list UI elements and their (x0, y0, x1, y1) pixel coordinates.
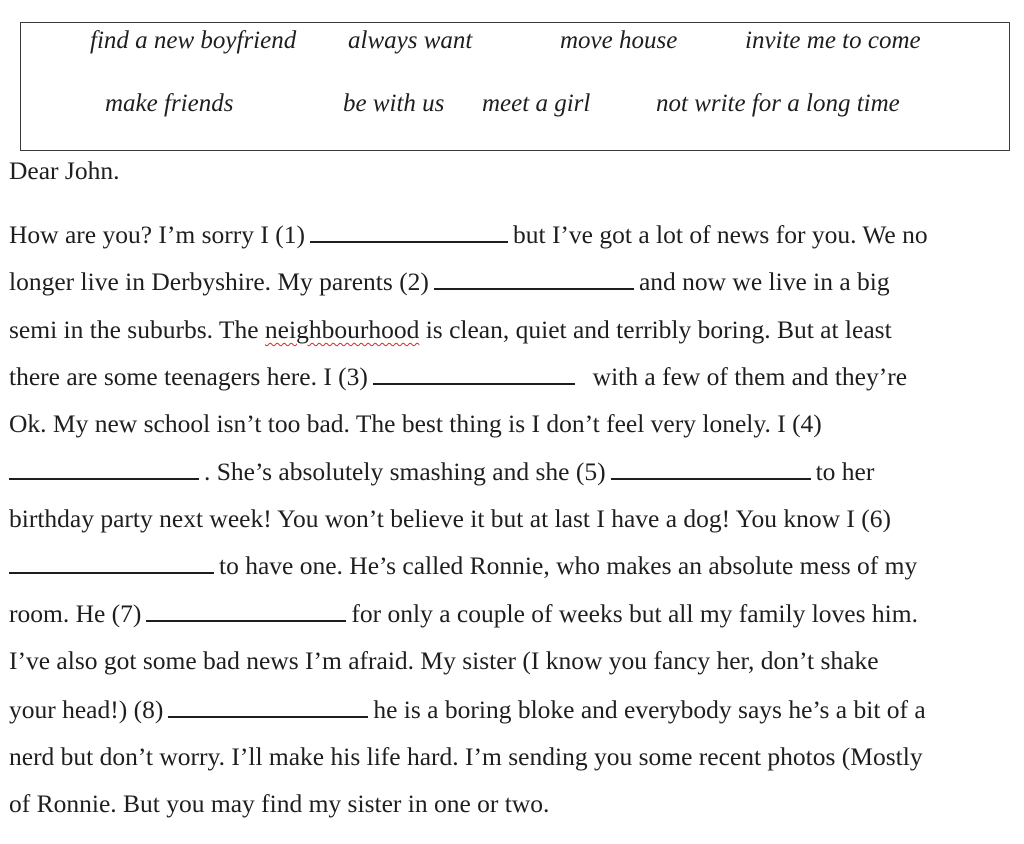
word-bank-item: be with us (343, 90, 445, 117)
blank-1[interactable] (310, 241, 508, 243)
letter-text: for only a couple of weeks but all my family loves him. (351, 599, 918, 628)
blank-3[interactable] (373, 383, 575, 385)
letter-line (9, 269, 890, 295)
word-bank-item: invite me to come (745, 27, 921, 54)
letter-text: to her (815, 457, 875, 486)
letter-text: How are you? I’m sorry I (1) (9, 220, 305, 249)
letter-line (9, 317, 892, 343)
salutation: Dear John. (9, 156, 120, 185)
letter-line (9, 697, 926, 723)
word-bank-item: make friends (105, 90, 234, 117)
letter-line: of Ronnie. But you may find my sister in one or two. (9, 789, 550, 818)
letter-line: I’ve also got some bad news I’m afraid. My sister (I know you fancy her, don’t shake (9, 646, 879, 675)
letter-text: to have one. He’s called Ronnie, who makes an absolute mess of my (219, 551, 918, 580)
letter-text: semi in the suburbs. The (9, 315, 259, 344)
blank-7[interactable] (146, 620, 346, 622)
letter-text: room. He (7) (9, 599, 142, 628)
blank-8[interactable] (168, 716, 368, 718)
letter-text: longer live in Derbyshire. My parents (2) (9, 267, 429, 296)
spell-error-word: neighbourhood (264, 315, 420, 344)
letter-line (9, 364, 907, 390)
blank-2[interactable] (434, 288, 634, 290)
letter-text: he is a boring bloke and everybody says he’s a bit of a (373, 695, 926, 724)
blank-6[interactable] (9, 572, 214, 574)
letter-line (9, 601, 918, 627)
letter-line (9, 553, 917, 579)
word-bank-item: find a new boyfriend (90, 27, 297, 54)
letter-line (9, 459, 874, 485)
blank-5[interactable] (611, 478, 811, 480)
letter-text: with a few of them and they’re (592, 362, 908, 391)
letter-text: is clean, quiet and terribly boring. But at least (425, 315, 892, 344)
word-bank-item: always want (348, 27, 473, 54)
letter-line: birthday party next week! You won’t believe it but at last I have a dog! You know I (6) (9, 504, 891, 533)
letter-text: . She’s absolutely smashing and she (5) (204, 457, 606, 486)
letter-text: your head!) (8) (9, 695, 164, 724)
letter-text: there are some teenagers here. I (3) (9, 362, 368, 391)
letter-line (9, 222, 928, 248)
letter-text: and now we live in a big (638, 267, 890, 296)
letter-line: nerd but don’t worry. I’ll make his life hard. I’m sending you some recent photos (Mostly (9, 742, 923, 771)
letter-line: Ok. My new school isn’t too bad. The best thing is I don’t feel very lonely. I (4) (9, 409, 822, 438)
word-bank-item: not write for a long time (656, 90, 900, 117)
word-bank-item: move house (560, 27, 678, 54)
blank-4[interactable] (9, 478, 199, 480)
word-bank-item: meet a girl (482, 90, 591, 117)
letter-text: but I’ve got a lot of news for you. We no (512, 220, 928, 249)
